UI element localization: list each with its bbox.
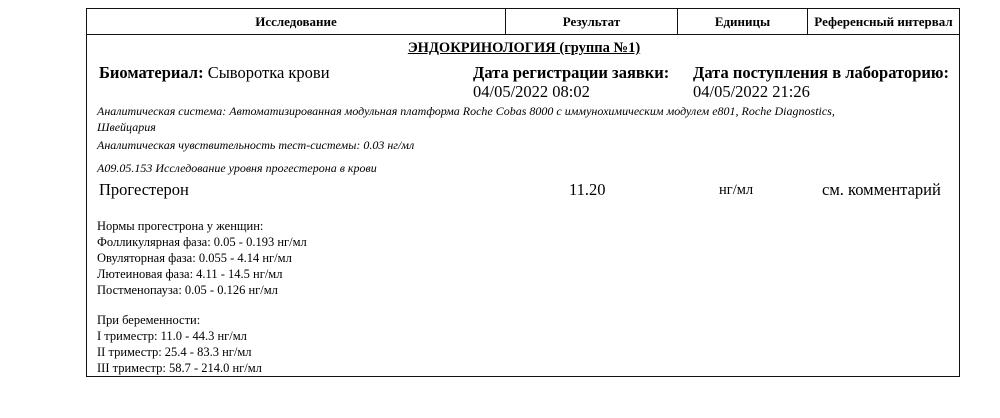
norms-women bbox=[97, 218, 307, 298]
norms-ovulatory: Овуляторная фаза: 0.055 - 4.14 нг/мл bbox=[97, 251, 292, 265]
pregnancy-title: При беременности: bbox=[97, 313, 201, 327]
section-title: ЭНДОКРИНОЛОГИЯ (группа №1) bbox=[407, 40, 641, 56]
lab-report-table bbox=[86, 8, 960, 377]
test-code: A09.05.153 Исследование уровня прогестерона в крови bbox=[97, 161, 377, 175]
norms-luteal: Лютеиновая фаза: 4.11 - 14.5 нг/мл bbox=[97, 267, 283, 281]
biomaterial-label: Биоматериал: bbox=[99, 63, 204, 82]
result-units: нг/мл bbox=[719, 182, 754, 198]
registration-label: Дата регистрации заявки: bbox=[473, 63, 670, 82]
header-units: Единицы bbox=[677, 9, 807, 34]
analytic-system-line1: Аналитическая система: Автоматизированная модульная платформа Roche Cobas 8000 с иммунохимическим модулем e801, Roche Diagnostics, bbox=[97, 104, 835, 118]
analytic-system-line2: Швейцария bbox=[97, 120, 156, 134]
trimester-2: II триместр: 25.4 - 83.3 нг/мл bbox=[97, 345, 252, 359]
result-name: Прогестерон bbox=[99, 180, 189, 199]
header-reference: Референсный интервал bbox=[807, 9, 959, 34]
header-result: Результат bbox=[505, 9, 677, 34]
norms-pregnancy bbox=[97, 312, 262, 376]
biomaterial bbox=[99, 63, 330, 83]
norms-women-title: Нормы прогестрона у женщин: bbox=[97, 219, 264, 233]
registration-value: 04/05/2022 08:02 bbox=[473, 82, 590, 101]
result-reference: см. комментарий bbox=[822, 180, 941, 199]
table-header-row bbox=[87, 9, 959, 35]
norms-postmenopause: Постменопауза: 0.05 - 0.126 нг/мл bbox=[97, 283, 278, 297]
arrival-label: Дата поступления в лабораторию: bbox=[693, 63, 949, 82]
header-study: Исследование bbox=[255, 14, 337, 29]
biomaterial-value: Сыворотка крови bbox=[207, 63, 330, 82]
trimester-3: III триместр: 58.7 - 214.0 нг/мл bbox=[97, 361, 262, 375]
arrival-value: 04/05/2022 21:26 bbox=[693, 82, 810, 101]
sensitivity: Аналитическая чувствительность тест-системы: 0.03 нг/мл bbox=[97, 138, 415, 152]
norms-follicular: Фолликулярная фаза: 0.05 - 0.193 нг/мл bbox=[97, 235, 307, 249]
result-value: 11.20 bbox=[569, 180, 606, 199]
trimester-1: I триместр: 11.0 - 44.3 нг/мл bbox=[97, 329, 247, 343]
